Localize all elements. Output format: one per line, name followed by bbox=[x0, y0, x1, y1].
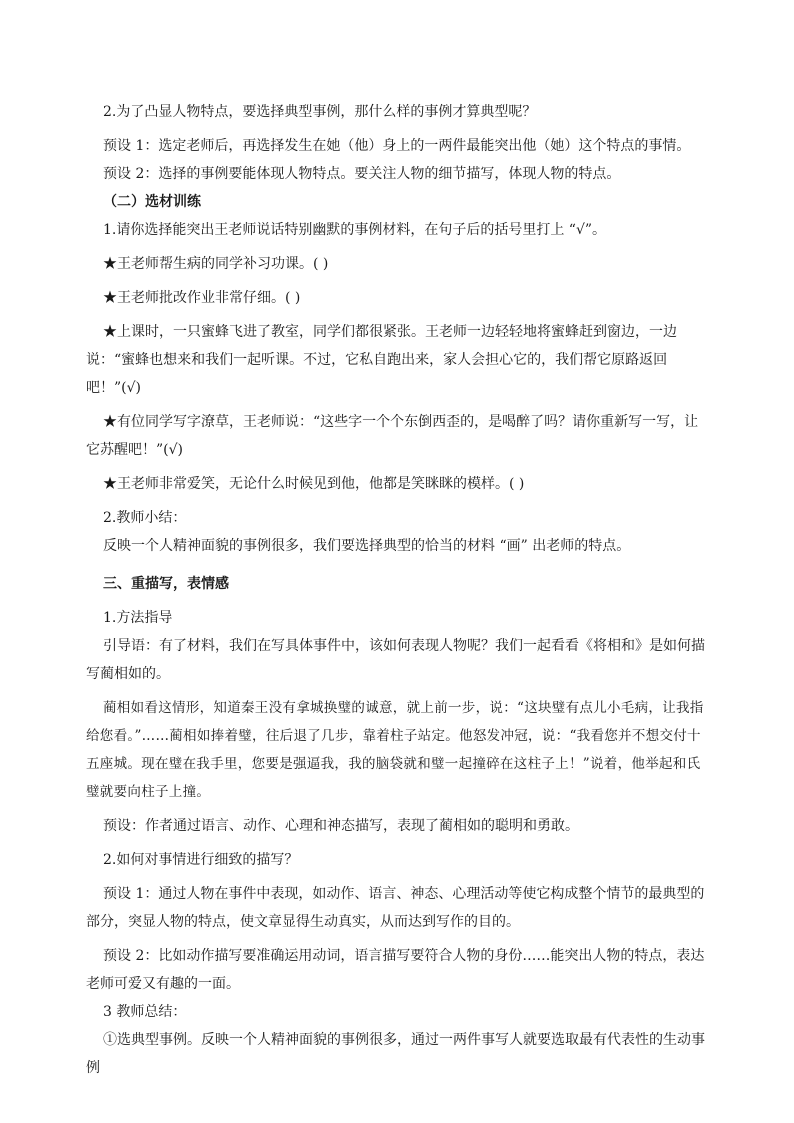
excerpt-quote: 蔺相如看这情形，知道秦王没有拿城换璧的诚意，就上前一步，说：“这块璧有点儿小毛病，让我指给您看。”……蔺相如捧着璧，往后退了几步，靠着柱子站定。他怒发冲冠，说：“我看您并不想交付十五座城。现在璧在我手里，您要是强逼我，我的脑袋就和璧一起撞碎在这柱子上！”说着，他举起和氏璧就要向柱子上撞。 bbox=[86, 700, 704, 800]
option-1: ★王老师帮生病的同学补习功课。( ) bbox=[103, 256, 329, 272]
summary-3-label: 3 教师总结： bbox=[103, 1004, 187, 1020]
option-5: ★王老师非常爱笑，无论什么时候见到他，他都是笑眯眯的模样。( ) bbox=[103, 476, 525, 492]
summary-3-item-1: ①选典型事例。反映一个人精神面貌的事例很多，通过一两件事写人就要选取最有代表性的生动事例 bbox=[86, 1032, 705, 1076]
method-guide-heading: 1.方法指导 bbox=[103, 610, 173, 626]
question-2: 2.为了凸显人物特点，要选择典型事例，那什么样的事例才算典型呢？ bbox=[103, 104, 537, 120]
preset-1: 预设 1：选定老师后，再选择发生在她（他）身上的一两件最能突出他（她）这个特点的事情。 bbox=[103, 138, 691, 154]
guide-text: 引导语：有了材料，我们在写具体事件中，该如何表现人物呢？我们一起看看《将相和》是如何描写蔺相如的。 bbox=[86, 638, 705, 682]
preset-detail-2: 预设 2：比如动作描写要准确运用动词，语言描写要符合人物的身份……能突出人物的特点，表达老师可爱又有趣的一面。 bbox=[86, 948, 705, 992]
question-detail: 2.如何对事情进行细致的描写？ bbox=[103, 852, 299, 868]
preset-detail-1: 预设 1：通过人物在事件中表现，如动作、语言、神态、心理活动等使它构成整个情节的最典型的部分，突显人物的特点，使文章显得生动真实，从而达到写作的目的。 bbox=[86, 886, 705, 930]
preset-quote-analysis: 预设：作者通过语言、动作、心理和神态描写，表现了蔺相如的聪明和勇敢。 bbox=[103, 818, 579, 834]
teacher-summary-label: 2.教师小结： bbox=[103, 510, 187, 526]
section-heading-3: 三、重描写，表情感 bbox=[103, 576, 229, 592]
option-2: ★王老师批改作业非常仔细。( ) bbox=[103, 290, 301, 306]
task-1: 1.请你选择能突出王老师说话特别幽默的事例材料，在句子后的括号里打上 “√”。 bbox=[103, 222, 607, 238]
preset-2: 预设 2：选择的事例要能体现人物特点。要关注人物的细节描写，体现人物的特点。 bbox=[103, 166, 621, 182]
option-4: ★有位同学写字潦草，王老师说：“这些字一个个东倒西歪的，是喝醉了吗？请你重新写一写，让它苏醒吧！”(√) bbox=[86, 414, 699, 458]
teacher-summary-text: 反映一个人精神面貌的事例很多，我们要选择典型的恰当的材料 “画” 出老师的特点。 bbox=[103, 538, 631, 554]
option-3: ★上课时，一只蜜蜂飞进了教室，同学们都很紧张。王老师一边轻轻地将蜜蜂赶到窗边，一边说：“蜜蜂也想来和我们一起听课。不过，它私自跑出来，家人会担心它的，我们帮它原路返回吧！”(√) bbox=[86, 324, 677, 396]
section-heading-selection: （二）选材训练 bbox=[103, 194, 201, 210]
